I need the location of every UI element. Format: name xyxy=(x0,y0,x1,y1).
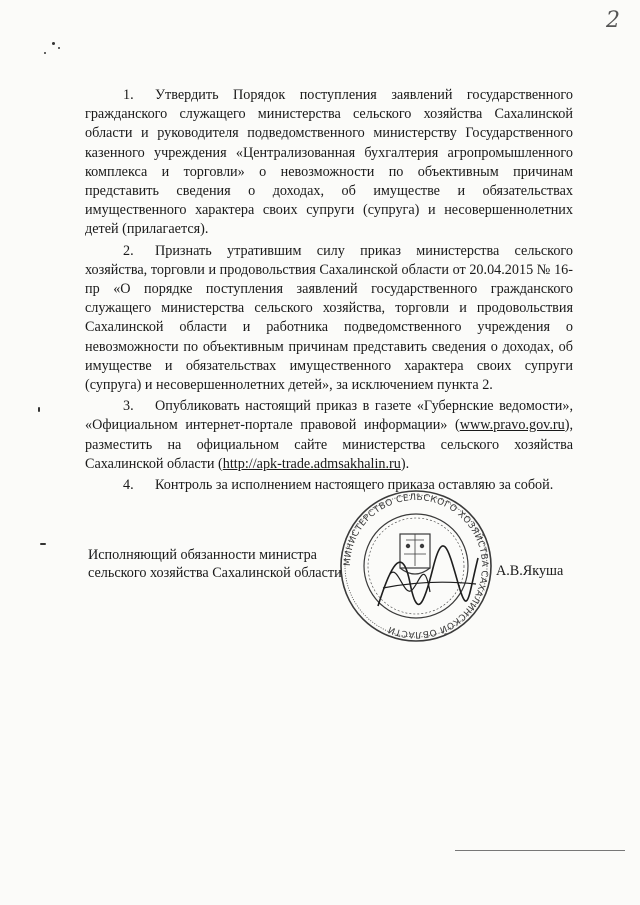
signer-position-line2: сельского хозяйства Сахалинской области xyxy=(88,565,342,581)
paragraph-3 xyxy=(85,397,573,474)
scan-speck xyxy=(38,407,40,412)
scan-speck xyxy=(44,52,46,54)
seal-text: МИНИСТЕРСТВО СЕЛЬСКОГО ХОЗЯЙСТВА САХАЛИНСКОЙ ОБЛАСТИ xyxy=(342,492,490,640)
signer-position-line1: Исполняющий обязанности министра xyxy=(88,547,317,563)
scan-speck xyxy=(40,543,46,545)
paragraph-text: Контроль за исполнением настоящего приказа оставляю за собой. xyxy=(155,477,554,494)
paragraph-text: Опубликовать настоящий приказ в газете «Губернские ведомости», «Официальном интернет-портале правовой информации» ( xyxy=(85,398,573,434)
pravo-link[interactable]: www.pravo.gov.ru xyxy=(459,417,565,434)
seal-inner-dotted-ring xyxy=(368,518,464,614)
paragraph-text: Утвердить Порядок поступления заявлений государственного гражданского служащего министерства сельского хозяйства Сахалинской области и руководителя подведомственного министерству Государственного казенного учреждения «Централизованная бухгалтерия агропромышленного комплекса и торговли» о невозможности по объективным причинам представить сведения о доходах, об имуществе и обязательствах имущественного характера своих супруги (супруга) и несовершеннолетних детей (прилагается). xyxy=(85,87,573,238)
paragraph-number: 1. xyxy=(123,87,134,103)
seal-emblem-icon xyxy=(400,534,430,574)
paragraph-text: ). xyxy=(400,455,410,472)
page-number: 2 xyxy=(606,8,620,33)
footer-rule xyxy=(455,850,625,851)
paragraph-4 xyxy=(85,476,573,495)
paragraph-number: 3. xyxy=(123,398,134,415)
paragraph-text: ), разместить на официальном сайте министерства сельского хозяйства Сахалинской области ( xyxy=(85,417,573,472)
scan-speck xyxy=(52,42,55,45)
apk-trade-link[interactable]: http://apk-trade.admsakhalin.ru xyxy=(222,455,401,472)
paragraph-number: 2. xyxy=(123,242,134,259)
order-body xyxy=(85,86,573,497)
paragraph-number: 4. xyxy=(123,477,134,494)
paragraph-1 xyxy=(85,86,573,240)
paragraph-2 xyxy=(85,242,573,396)
signer-name: А.В.Якуша xyxy=(496,563,564,579)
paragraph-text: Признать утратившим силу приказ министерства сельского хозяйства, торговли и продовольствия Сахалинской области от 20.04.2015 № 16-пр «О порядке поступления заявлений государственного гражданского служащего министерства сельского хозяйства, торговли и продовольствия Сахалинской области и работника подведомственного учреждения о невозможности по объективным причинам представить сведения о доходах, об имуществе и обязательствах имущественного характера своих супруги (супруга) и несовершеннолетних детей», за исключением пункта 2. xyxy=(85,242,573,394)
official-seal-stamp xyxy=(338,488,494,644)
scan-speck xyxy=(58,47,60,49)
